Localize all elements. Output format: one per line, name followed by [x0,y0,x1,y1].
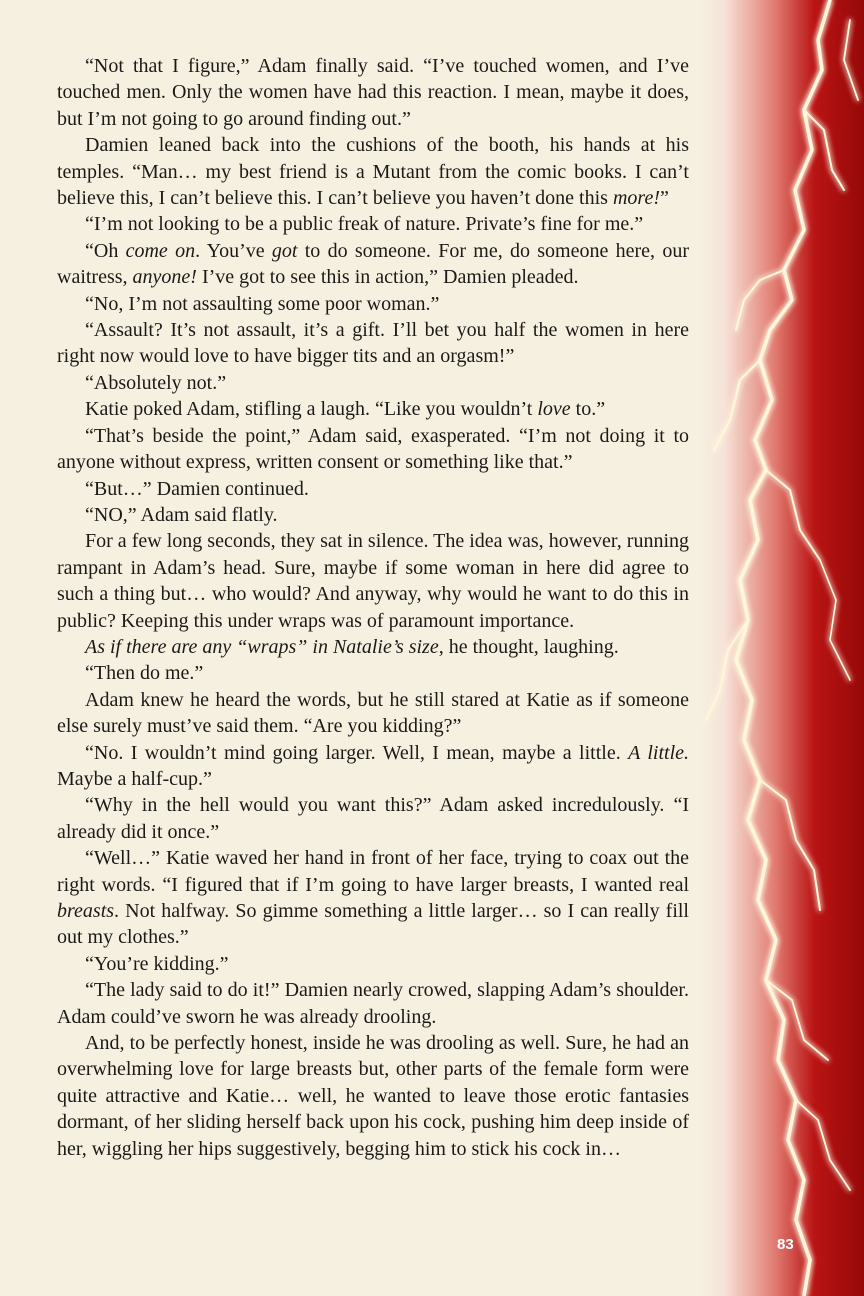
text-run: “Then do me.” [85,662,204,685]
paragraph [57,317,689,370]
paragraph [57,423,689,476]
lightning-bolt-icon [700,0,864,1296]
text-run: “Assault? It’s not assault, it’s a gift. I’ll bet you half the women in here right now would love to have bigger tits and an orgasm!” [57,319,689,368]
text-run: Maybe a half-cup.” [57,767,212,790]
text-run: “But…” Damien continued. [85,477,309,500]
text-run: “Absolutely not.” [85,371,227,394]
text-run: Katie poked Adam, stifling a laugh. “Like you wouldn’t [85,398,538,421]
italic-text: got [271,239,298,262]
paragraph [57,528,689,634]
text-run: Adam knew he heard the words, but he still stared at Katie as if someone else surely must’ve said them. “Are you kidding?” [57,688,689,738]
paragraph [57,476,689,502]
text-run: “Why in the hell would you want this?” Adam asked incredulously. “I already did it once.” [57,794,689,843]
italic-text: anyone! [132,266,197,289]
body-text [57,53,689,1162]
text-run: “NO,” Adam said flatly. [85,503,278,526]
paragraph [57,132,689,211]
paragraph [57,660,689,686]
text-run: to.” [570,398,606,421]
page-number: 83 [777,1236,794,1253]
text-run: “You’re kidding.” [85,952,229,975]
text-run: “Well…” Katie waved her hand in front of her face, trying to coax out the right words. “I figured that if I’m going to have larger breasts, I wanted real [57,847,689,896]
text-run: . You’ve [195,239,272,262]
italic-text: come on [125,239,196,262]
italic-text: As if there are any “wraps” in Natalie’s size [85,635,439,658]
paragraph [57,211,689,237]
paragraph [57,634,689,660]
paragraph [57,396,689,422]
text-run: “No. I wouldn’t mind going larger. Well, I mean, maybe a little. [85,741,629,764]
text-run: “No, I’m not assaulting some poor woman.” [85,292,440,315]
paragraph [57,951,689,977]
paragraph [57,53,689,132]
text-run: Damien leaned back into the cushions of the booth, his hands at his temples. “Man… my best friend is a Mutant from the comic books. I can’t believe this, I can’t believe this. I can’t believe you haven’t done this [57,134,689,210]
text-run: . Not halfway. So gimme something a little larger… so I can really fill out my clothes.” [57,900,689,949]
paragraph [57,238,689,291]
text-run: And, to be perfectly honest, inside he was drooling as well. Sure, he had an overwhelming love for large breasts but, other parts of the female form were quite attractive and Katie… well, he wanted to leave those erotic fantasies dormant, of her sliding herself back upon his cock, pushing him deep inside of her, wiggling her hips suggestively, begging him to stick his cock in… [57,1032,689,1160]
text-run: to do someone. For me, do someone here, our waitress, [57,239,689,289]
paragraph [57,845,689,951]
text-run: ” [659,187,669,210]
paragraph [57,792,689,845]
text-run: I’ve got to see this in action,” Damien pleaded. [196,266,579,289]
text-run: “Not that I figure,” Adam finally said. “I’ve touched women, and I’ve touched men. Only the women have had this reaction. I mean, maybe it does, but I’m not going to go around finding out.” [57,55,689,130]
italic-text: A little. [628,741,689,764]
paragraph [57,977,689,1030]
paragraph [57,740,689,793]
text-run: For a few long seconds, they sat in silence. The idea was, however, running rampant in Adam’s head. Sure, maybe if some woman in here did agree to such a thing but… who would? And anyway, why would he want to do this in public? Keeping this under wraps was of paramount importance. [57,530,689,632]
text-run: “The lady said to do it!” Damien nearly crowed, slapping Adam’s shoulder. Adam could’ve sworn he was already drooling. [57,979,689,1028]
paragraph [57,291,689,317]
italic-text: love [537,398,571,421]
paragraph [57,687,689,740]
text-run: , he thought, laughing. [438,635,619,658]
italic-text: breasts [57,900,115,922]
italic-text: more! [612,187,660,210]
paragraph [57,502,689,528]
text-run: “Oh [85,239,126,262]
text-run: “I’m not looking to be a public freak of nature. Private’s fine for me.” [85,213,644,236]
paragraph [57,1030,689,1162]
paragraph [57,370,689,396]
text-run: “That’s beside the point,” Adam said, exasperated. “I’m not doing it to anyone without express, written consent or something like that.” [57,424,689,474]
lightning-decoration [700,0,864,1296]
